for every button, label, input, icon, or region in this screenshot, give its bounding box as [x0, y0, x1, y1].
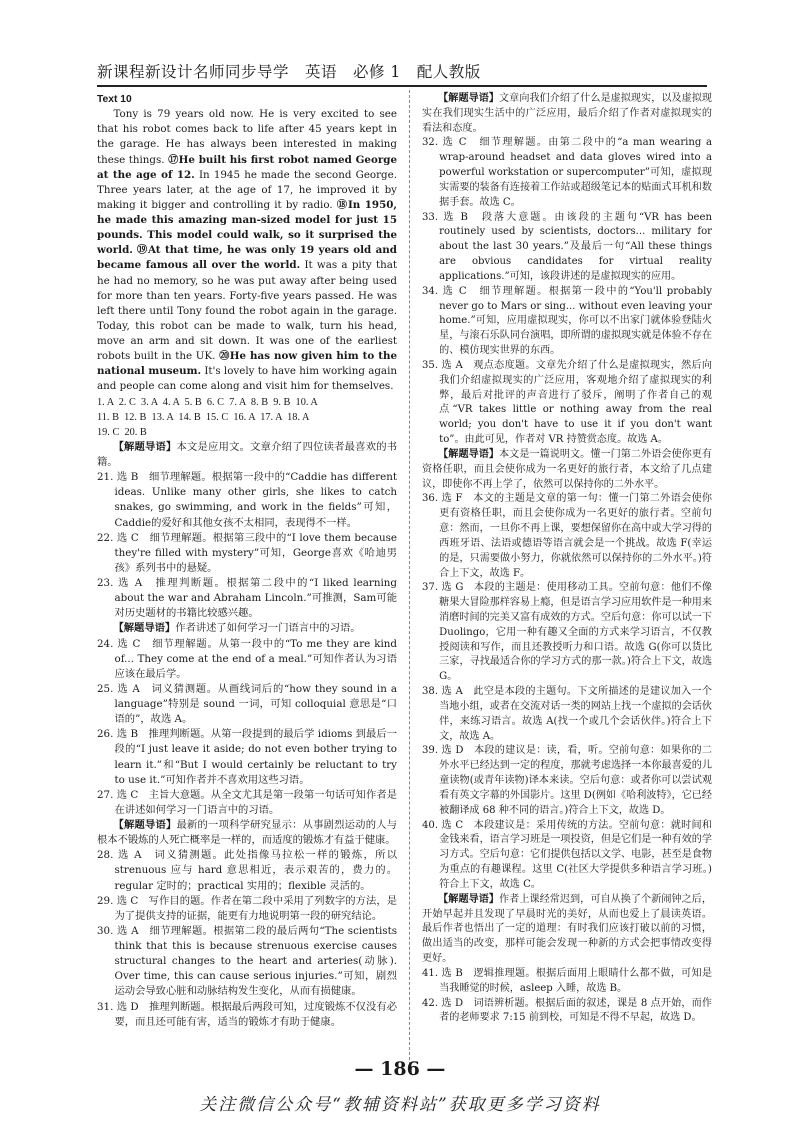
explanation-text: 32. 选 C 细节理解题。由第二段中的“a man wearing a wrap-around headset and data gloves wired into a powerful workstation or supercomputer”可知，虚拟现实需要的装备有连接着工作站或超级笔记本的贴面式耳机和数据手套。故选 C。 [422, 137, 712, 208]
answer-explanation [422, 492, 712, 581]
explanation-text: 30. 选 A 细节理解题。根据第二段的最后两句“The scientists think that this is because strenuous exercise causes structural changes to the heart and arteries(动脉). Over time, this can cause serious injuries.”可知，剧烈运动会导致心脏和动脉结构发生变化，从而有损健康。 [97, 924, 397, 998]
explanation-text: 37. 选 G 本段的主题是：使用移动工具。空前句意：他们不像糖果大冒险那样容易上瘾，但是语言学习应用软件是一种用来消磨时间的完美又富有成效的方式。空后句意：你可以试一下 Duolingo，它用一种有趣又全面的方式来学习语言，不仅教授阅读和写作，而且还教授听力和口语。故选 G(你可以货比三家，寻找最适合你的学习方式的那一款。)符合上下文，故选 G。 [422, 582, 712, 683]
explanation-text: 33. 选 B 段落大意题。由该段的主题句“VR has been routinely used by scientists, doctors... military for about the last 30 years.”及最后一句“All these things are obvious candidates for virtual reality applications.”可知，该段讲述的是虚拟现实的应用。 [422, 211, 712, 282]
explanation-text: 24. 选 C 细节理解题。从第一段中的“To me they are kind of... They come at the end of a meal.”可知作者认为习语应该在最后学。 [97, 637, 397, 680]
explanation-text: 22. 选 C 细节理解题。根据第三段中的“I love them because they're filled with mystery”可知，George喜欢《哈迪男孩》系列书中的悬疑。 [97, 531, 397, 574]
answer-explanation [422, 685, 712, 744]
explanation-text: 本文是一篇说明文。懂一门第二外语会使你更有资格任职，而且会使你成为一名更好的旅行者，本文给了几点建议，即使你不再上学了，依然可以保持你的二外水平。 [422, 448, 713, 490]
explanation-text: 本文是应用文。文章介绍了四位读者最喜欢的书籍。 [97, 440, 398, 468]
answer-explanation [97, 531, 397, 576]
explanation-text: 最新的一项科学研究显示：从事剧烈运动的人与根本不锻炼的人死亡概率是一样的，而适度的锻炼才有益于健康。 [97, 819, 398, 847]
explanation-list [97, 440, 397, 1030]
answer-explanation [422, 997, 712, 1027]
explanation-text: 41. 选 B 逻辑推理题。根据后面用上眼睛什么都不做，可知是当我睡觉的时候，asleep 入睡，故选 B。 [422, 967, 712, 994]
guide-paragraph [422, 448, 712, 492]
answer-explanation [422, 211, 712, 285]
answer-explanation [422, 285, 712, 359]
right-column [422, 92, 712, 1026]
answer-explanation [97, 682, 397, 727]
guide-tag: 【解题导语】 [113, 441, 177, 453]
explanation-text: 39. 选 D 本段的建议是：读，看，听。空前句意：如果你的二外水平已经达到一定的程度，那就考虑选择一本你最喜爱的儿童读物(或青年读物)译本来读。空后句意：或者你可以尝试观看有英文字幕的外国影片。这里 D(例如《哈利波特》，它已经被翻译成 68 种不同的语言。)符合上下文，故选 D。 [422, 745, 712, 816]
answer-explanation [97, 470, 397, 531]
header-rule [97, 85, 707, 87]
answer-explanation [97, 848, 397, 893]
explanation-text: 作者上课经常迟到，可自从换了个新闹钟之后，开始早起并且发现了早晨时光的美好，从而也爱上了晨读英语。最后作者也悟出了一定的道理：有时我们应该打破以前的习惯，做出适当的改变，那样可能会发现一种新的方式会把事情改变得更好。 [422, 893, 713, 965]
explanation-text: 23. 选 A 推理判断题。根据第二段中的“I liked learning about the war and Abraham Lincoln.”可推测，Sam可能对历史题材的书籍比较感兴趣。 [97, 577, 397, 620]
explanation-text: 31. 选 D 推理判断题。根据最后两段可知，过度锻炼不仅没有必要，而且还可能有害，适当的锻炼才有助于健康。 [97, 1000, 397, 1028]
guide-tag: 【解题导语】 [438, 93, 500, 104]
guide-paragraph [97, 818, 397, 848]
answer-explanation [97, 727, 397, 788]
answer-explanation [422, 581, 712, 685]
guide-paragraph [97, 440, 397, 470]
answer-key-line: 11. B 12. B 13. A 14. B 15. C 16. A 17. A 18. A [97, 411, 310, 423]
answer-key-line: 19. C 20. B [97, 426, 147, 438]
explanation-text: 40. 选 C 本段建议是：采用传统的方法。空前句意：就时间和金钱来看，语言学习班是一项投资，但是它们是一种有效的学习方式。空后句意：它们提供包括以文学、电影，甚至是食物为重点的有趣课程。这里 C(社区大学提供多种语言学习班。)符合上下文，故选 C。 [422, 819, 712, 890]
explanation-text: 作者讲述了如何学习一门语言中的习语。 [175, 622, 361, 635]
guide-paragraph [422, 92, 712, 136]
explanation-list [422, 92, 712, 1026]
answer-explanation [422, 136, 712, 210]
answer-explanation [97, 576, 397, 621]
answer-explanation [422, 967, 712, 997]
explanation-text: 25. 选 A 词义猜测题。从画线词后的“how they sound in a language”特别是 sound 一词，可知 colloquial 意思是“口语的”，故选 A。 [97, 682, 397, 726]
left-column [97, 92, 397, 1030]
guide-paragraph [422, 893, 712, 967]
answer-explanation [97, 1000, 397, 1030]
answer-key-line: 1. A 2. C 3. A 4. A 5. B 6. C 7. A 8. B 9. B 10. A [97, 396, 318, 408]
explanation-text: 42. 选 D 词语辨析题。根据后面的叙述，课是 8 点开始，而作者的老师要求 7:15 前到校，可知是不得不早起，故选 D。 [422, 997, 712, 1024]
explanation-text: 27. 选 C 主旨大意题。从全文尤其是第一段第一句话可知作者是在讲述如何学习一门语言中的习语。 [97, 788, 397, 816]
guide-tag: 【解题导语】 [113, 623, 176, 635]
answer-explanation [422, 744, 712, 818]
explanation-text: 文章向我们介绍了什么是虚拟现实，以及虚拟现实在我们现实生活中的广泛应用，最后介绍了作者对虚拟现实的看法和态度。 [422, 93, 713, 134]
passage-paragraph: Tony is 79 years old now. He is very excited to see that his robot comes back to life after 45 years kept in the garage. He has always been interested in making these things. ⑰He built his first robot named George at the age of 12. In 1945 he made the second George. Three years later, at the age of 17, he improved it by making it bigger and controlling it by radio. ⑱In 1950, he made this amazing man-sized model for just 15 pounds. This model could walk, so it surprised the world. ⑲At that time, he was only 19 years old and became famous all over the world. It was a pity that he had no memory, so he was put away after being used for more than ten years. Forty-five years passed. He was left there until Tony found the robot again in the garage. Today, this robot can be made to walk, turn his head, move an arm and sit down. It was one of the earliest robots built in the UK. ⑳He has now given him to the national museum. It's lovely to have him working again and people can come along and visit him for themselves. [97, 108, 397, 393]
guide-tag: 【解题导语】 [438, 448, 500, 460]
guide-tag: 【解题导语】 [438, 893, 500, 905]
guide-paragraph [97, 621, 397, 636]
answer-explanation [97, 637, 397, 682]
explanation-text: 36. 选 F 本文的主题是文章的第一句：懂一门第二外语会使你更有资格任职，而且会使你成为一名更好的旅行者。空前句意：然而，一旦你不再上课，要想保留你在高中或大学习得的西班牙语、法语或德语等语言就会是一个挑战。故选 F(幸运的是，只需要做小努力，你就依然可以保持你的二外水平。)符合上下文，故选 F。 [422, 493, 712, 579]
explanation-text: 28. 选 A 词义猜测题。此处指像马拉松一样的锻炼，所以 strenuous 应与 hard 意思相近，表示艰苦的，费力的。regular 定时的；practical 实用的；flexible 灵活的。 [97, 849, 397, 892]
running-header: 新课程新设计名师同步导学 英语 必修 1 配人教版 [97, 63, 481, 81]
answer-explanation [97, 924, 397, 1000]
explanation-text: 21. 选 B 细节理解题。根据第一段中的“Caddie has different ideas. Unlike many other girls, she likes to catch snakes, go swimming, and work in the fields”可知，Caddie的爱好和其他女孩不太相同，表现得不一样。 [97, 471, 397, 529]
page-number: — 186 — [354, 1058, 446, 1080]
text-title: Text 10 [97, 94, 132, 105]
explanation-text: 29. 选 C 写作目的题。作者在第二段中采用了列数字的方法，是为了提供支持的证据，能更有力地说明第一段的研究结论。 [97, 894, 397, 922]
guide-tag: 【解题导语】 [113, 820, 177, 831]
answer-explanation [422, 819, 712, 893]
explanation-text: 26. 选 B 推理判断题。从第一段提到的最后学 idioms 到最后一段的“I just leave it aside; do not even bother trying to learn it.”和“But I would certainly be reluctant to try to use it.”可知作者并不喜欢用这些习语。 [97, 728, 397, 786]
answer-explanation [97, 894, 397, 924]
explanation-text: 34. 选 C 细节理解题。根据第一段中的“You'll probably never go to Mars or sing... without even leaving your home.”可知，应用虚拟现实，你可以不出家门就体验登陆火星，与滚石乐队同台演唱，即所谓的虚拟现实就是体验不存在的、模仿现实世界的东西。 [422, 285, 712, 357]
column-divider [409, 90, 410, 1070]
explanation-text: 35. 选 A 观点态度题。文章先介绍了什么是虚拟现实，然后向我们介绍虚拟现实的广泛应用，客观地介绍了虚拟现实的利弊，最后对批评的声音进行了驳斥，阐明了作者自己的观点“VR takes little or nothing away from the real world; you don't have to use it if you don't want to”。由此可见，作者对 VR 持赞赏态度。故选 A。 [422, 359, 712, 446]
explanation-text: 38. 选 A 此空是本段的主题句。下文所描述的是建议加入一个当地小组，或者在交流对话一类的网站上找一个虚拟的会话伙伴，来练习语言。故选 A(找一个或几个会话伙伴。)符合上下文，故选 A。 [422, 686, 712, 742]
answer-explanation [422, 359, 712, 448]
answer-explanation [97, 788, 397, 818]
footer-note: 关注微信公众号“教辅资料站”获取更多学习资料 [199, 1095, 601, 1115]
